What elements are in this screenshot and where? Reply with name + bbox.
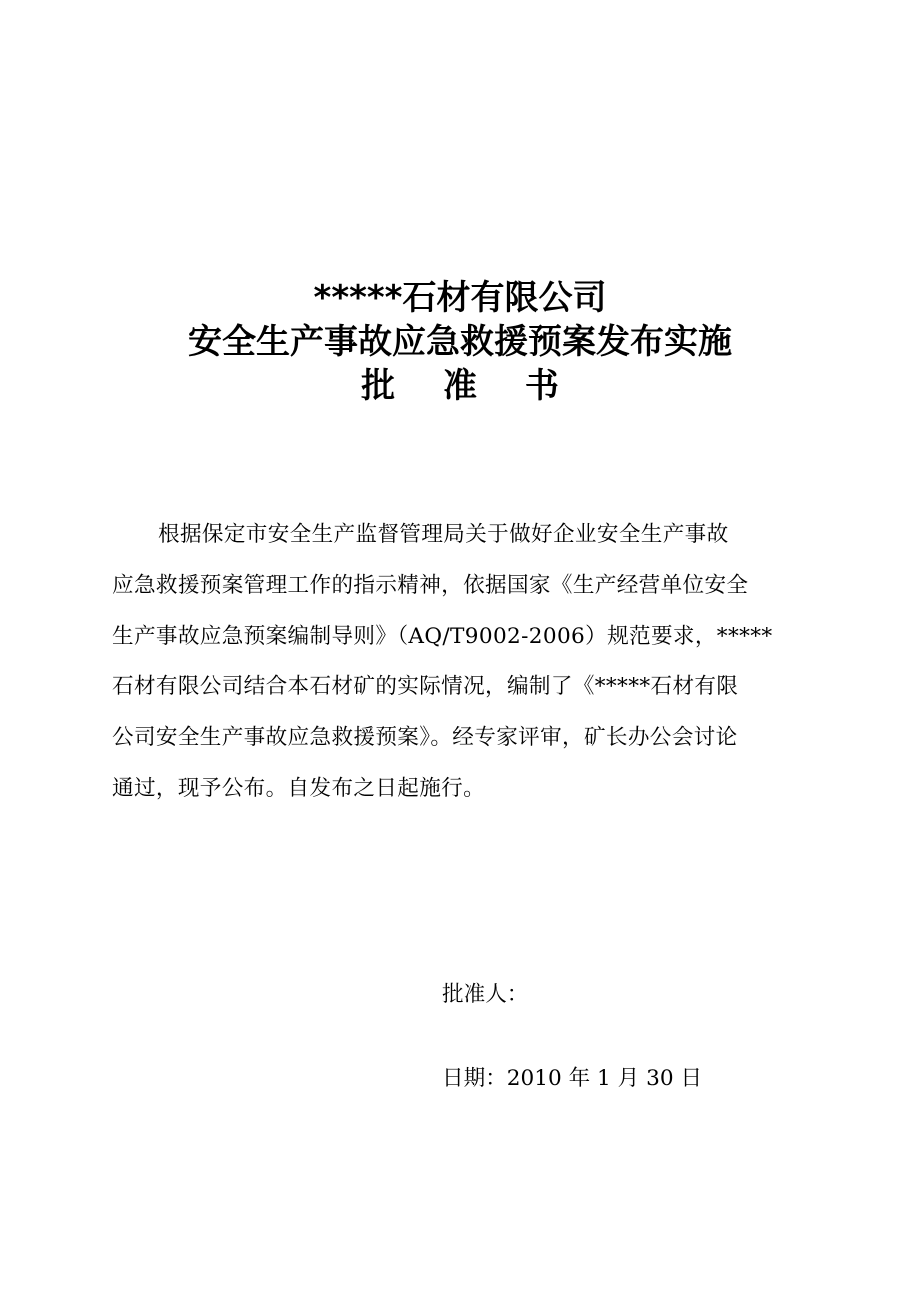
body-line: 生产事故应急预案编制导则》（AQ/T9002-2006）规范要求，***** [112,623,773,649]
body-line: 石材有限公司结合本石材矿的实际情况，编制了《*****石材有限 [112,674,739,700]
title-approval-letter: 批 准 书 [361,366,577,406]
date-line: 日期：2010 年 1 月 30 日 [442,1066,703,1091]
document-title [0,276,920,408]
body-line: 根据保定市安全生产监督管理局关于做好企业安全生产事故 [158,522,729,547]
body-line: 应急救援预案管理工作的指示精神，依据国家《生产经营单位安全 [112,572,749,598]
body-line: 公司安全生产事故应急救援预案》。经专家评审，矿长办公会讨论 [112,725,738,751]
title-company-name: *****石材有限公司 [313,278,607,318]
body-paragraph [112,510,784,815]
approver-label: 批准人： [442,982,529,1007]
body-line: 通过，现予公布。自发布之日起施行。 [112,775,486,801]
title-plan-name: 安全生产事故应急救援预案发布实施 [188,322,732,362]
